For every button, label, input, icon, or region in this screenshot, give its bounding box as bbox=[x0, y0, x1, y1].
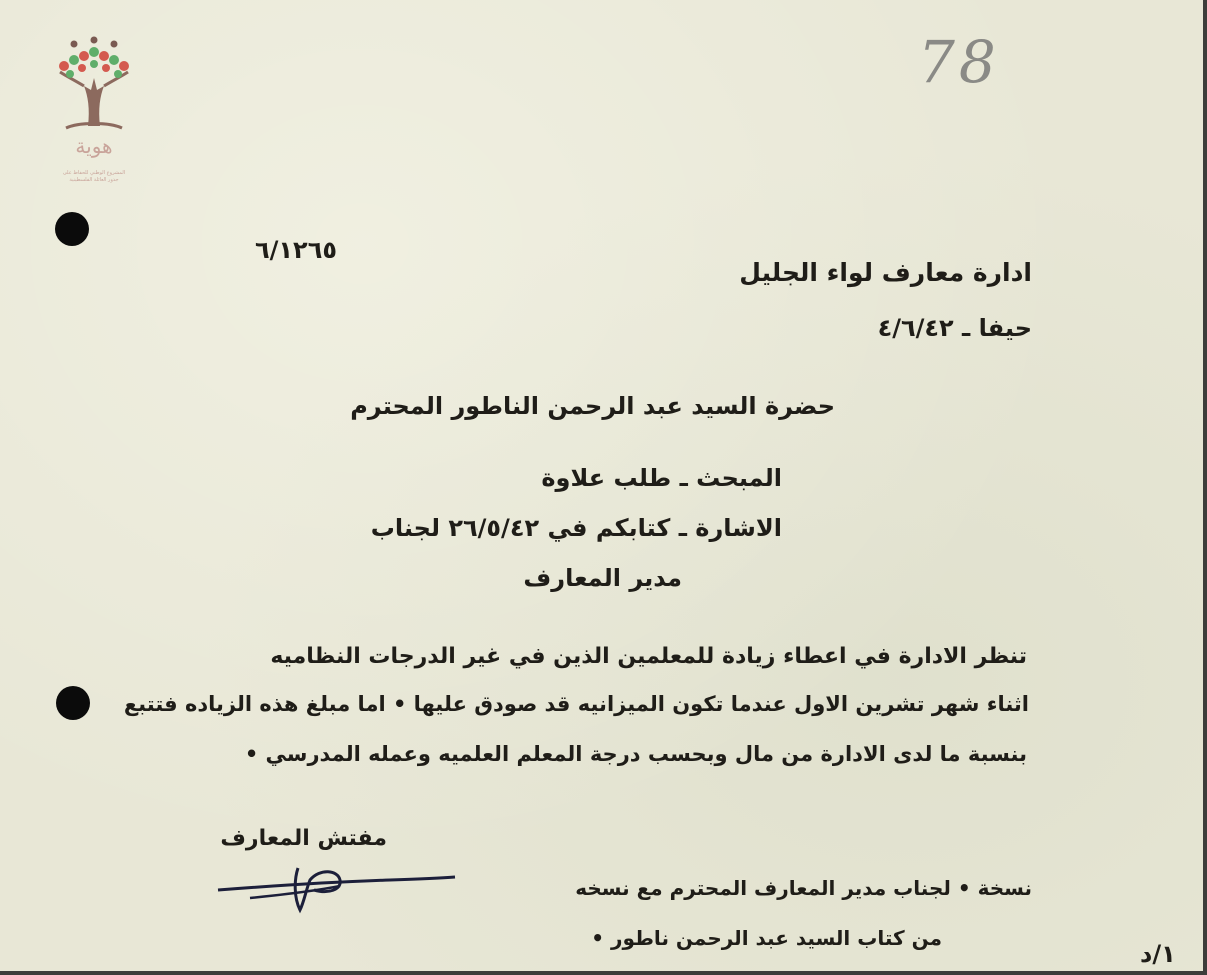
logo-subtitle bbox=[44, 170, 144, 184]
reference-line: الاشارة ـ كتابكم في ٢٦/٥/٤٢ لجناب bbox=[370, 514, 782, 542]
punch-hole bbox=[55, 212, 89, 246]
logo-subtitle-line: المشروع الوطني للحفاظ على bbox=[62, 170, 126, 176]
reference-line-continued: مدير المعارف bbox=[523, 564, 682, 592]
addressee: حضرة السيد عبد الرحمن الناطور المحترم bbox=[350, 392, 835, 420]
place-date: حيفا ـ ٤/٦/٤٢ bbox=[877, 314, 1032, 342]
copy-note-line: من كتاب السيد عبد الرحمن ناطور • bbox=[591, 926, 942, 950]
handwritten-page-number: 78 bbox=[918, 28, 1000, 96]
scan-edge-right bbox=[1203, 0, 1207, 975]
family-tree-icon bbox=[44, 34, 144, 134]
body-line: بنسبة ما لدى الادارة من مال وبحسب درجة المعلم العلميه وعمله المدرسي • bbox=[244, 742, 1027, 766]
handwritten-signature bbox=[210, 850, 460, 920]
punch-hole bbox=[56, 686, 90, 720]
scan-edge-bottom bbox=[0, 971, 1207, 975]
logo-name: هوية bbox=[75, 134, 113, 158]
sender-office: ادارة معارف لواء الجليل bbox=[739, 258, 1032, 287]
body-line: اثناء شهر تشرين الاول عندما تكون الميزانيه قد صودق عليها • اما مبلغ هذه الزياده فتتبع bbox=[123, 692, 1029, 716]
copy-note-line: نسخة • لجناب مدير المعارف المحترم مع نسخه bbox=[575, 876, 1032, 900]
body-line: تنظر الادارة في اعطاء زيادة للمعلمين الذين في غير الدرجات النظاميه bbox=[270, 644, 1027, 669]
hawiya-logo bbox=[44, 34, 144, 194]
signatory-title: مفتش المعارف bbox=[220, 826, 387, 851]
page-reference: ١/د bbox=[1140, 940, 1176, 968]
subject-line: المبحث ـ طلب علاوة bbox=[541, 464, 782, 492]
reference-number: ٦/١٢٦٥ bbox=[254, 236, 337, 264]
logo-subtitle-line: جذور العائلة الفلسطينية bbox=[69, 177, 119, 183]
